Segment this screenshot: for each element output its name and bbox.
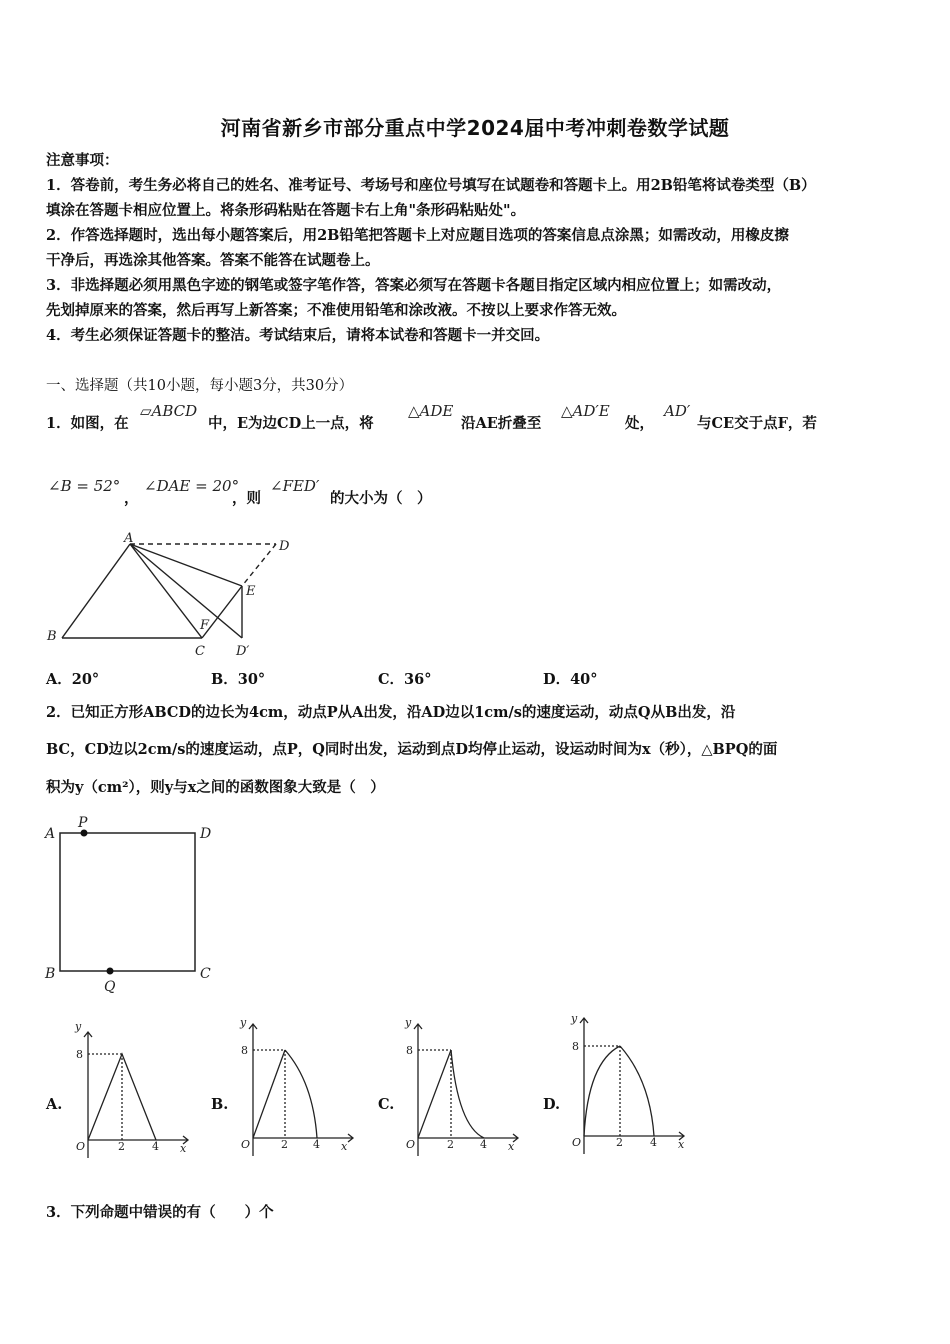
x-tick-2: 2 [281,1138,288,1151]
y-tick-8: 8 [572,1040,579,1053]
q2-option-d-label[interactable]: D. [543,1096,561,1113]
square-point-b: B [45,966,56,982]
q1-math: △AD′E [561,402,610,420]
x-tick-4: 4 [650,1136,657,1149]
y-tick-8: 8 [241,1044,248,1057]
origin-label: O [406,1138,416,1151]
q1-math: AD′ [664,402,691,420]
q2-option-c-label[interactable]: C. [378,1096,395,1113]
notice-line: 干净后，再选涂其他答案。答案不能答在试题卷上。 [46,252,380,269]
x-axis-label: x [508,1140,515,1153]
x-axis-label: x [341,1140,348,1153]
q2-text: BC，CD边以2cm/s的速度运动，点P，Q同时出发，运动到点D均停止运动，设运动时间为x（秒），△BPQ的面 [46,741,778,758]
y-tick-8: 8 [76,1048,83,1061]
q1-text: 处， [625,415,654,432]
y-axis-label: y [571,1012,578,1025]
notice-line: 3．非选择题必须用黑色字迹的钢笔或签字笔作答，答案必须写在答题卡各题目指定区域内相应位置上；如需改动， [46,277,782,294]
q1-text: 中，E为边CD上一点，将 [208,415,374,432]
point-c-label: C [195,644,205,659]
notice-line: 2．作答选择题时，选出每小题答案后，用2B铅笔把答题卡上对应题目选项的答案信息点涂黑；如需改动，用橡皮擦 [46,227,789,244]
q1-text: 的大小为（ ） [330,490,432,507]
origin-label: O [572,1136,582,1149]
square-point-p: P [78,815,88,831]
x-axis-label: x [180,1142,187,1155]
q1-math: △ADE [408,402,454,420]
q2-option-b-label[interactable]: B. [211,1096,229,1113]
y-axis-label: y [405,1016,412,1029]
q1-text: 沿AE折叠至 [461,415,542,432]
q1-text: ，则 [232,490,261,507]
q1-math: ▱ABCD [140,402,198,420]
notice-heading: 注意事项： [46,152,119,169]
point-a-label: A [124,531,134,546]
notice-line: 1．答卷前，考生务必将自己的姓名、准考证号、考场号和座位号填写在试题卷和答题卡上。用2B铅笔将试卷类型（B） [46,177,816,194]
y-axis-label: y [240,1016,247,1029]
x-tick-4: 4 [313,1138,320,1151]
square-point-d: D [200,826,212,842]
q3-text: 3．下列命题中错误的有（ ）个 [46,1204,274,1221]
x-tick-2: 2 [616,1136,623,1149]
q1-figure [40,528,300,663]
x-tick-4: 4 [480,1138,487,1151]
square-point-a: A [45,826,56,842]
point-f-label: F [200,618,210,633]
square-point-c: C [200,966,211,982]
square-point-q: Q [104,979,116,995]
notice-line: 4．考生必须保证答题卡的整洁。考试结束后，请将本试卷和答题卡一并交回。 [46,327,550,344]
point-b-label: B [47,629,57,644]
point-d-label: D [279,539,290,554]
q1-text: ， [124,490,139,507]
origin-label: O [76,1140,86,1153]
q2-text: 2．已知正方形ABCD的边长为4cm，动点P从A出发，沿AD边以1cm/s的速度运动，动点Q从B出发，沿 [46,704,736,721]
q1-text: 与CE交于点F，若 [697,415,817,432]
page-title: 河南省新乡市部分重点中学2024届中考冲刺卷数学试题 [220,116,730,140]
point-dprime-label: D′ [236,644,250,659]
q1-option-d[interactable]: D．40° [543,671,598,688]
section-heading: 一、选择题（共10小题，每小题3分，共30分） [46,378,354,394]
q2-square-figure [40,812,230,1002]
q1-text: 1．如图，在 [46,415,129,432]
q1-math: ∠B = 52° [48,477,121,495]
point-e-label: E [246,584,256,599]
q2-graph-a[interactable] [70,1018,195,1163]
notice-line: 先划掉原来的答案，然后再写上新答案；不准使用铅笔和涂改液。不按以上要求作答无效。 [46,302,626,319]
q2-text: 积为y（cm²），则y与x之间的函数图象大致是（ ） [46,779,385,796]
x-tick-2: 2 [447,1138,454,1151]
y-tick-8: 8 [406,1044,413,1057]
q2-graph-d[interactable] [566,1010,691,1160]
notice-line: 填涂在答题卡相应位置上。将条形码粘贴在答题卡右上角"条形码粘贴处"。 [46,202,526,219]
q1-option-a[interactable]: A．20° [46,671,100,688]
q1-math: ∠DAE = 20° [144,477,240,495]
q1-option-c[interactable]: C．36° [378,671,432,688]
q1-math: ∠FED′ [270,477,320,495]
q2-graph-b[interactable] [235,1016,360,1161]
x-axis-label: x [678,1138,685,1151]
origin-label: O [241,1138,251,1151]
q1-option-b[interactable]: B．30° [211,671,266,688]
x-tick-2: 2 [118,1140,125,1153]
x-tick-4: 4 [152,1140,159,1153]
q2-option-a-label[interactable]: A. [46,1096,63,1113]
q2-graph-c[interactable] [400,1016,525,1161]
y-axis-label: y [75,1020,82,1033]
